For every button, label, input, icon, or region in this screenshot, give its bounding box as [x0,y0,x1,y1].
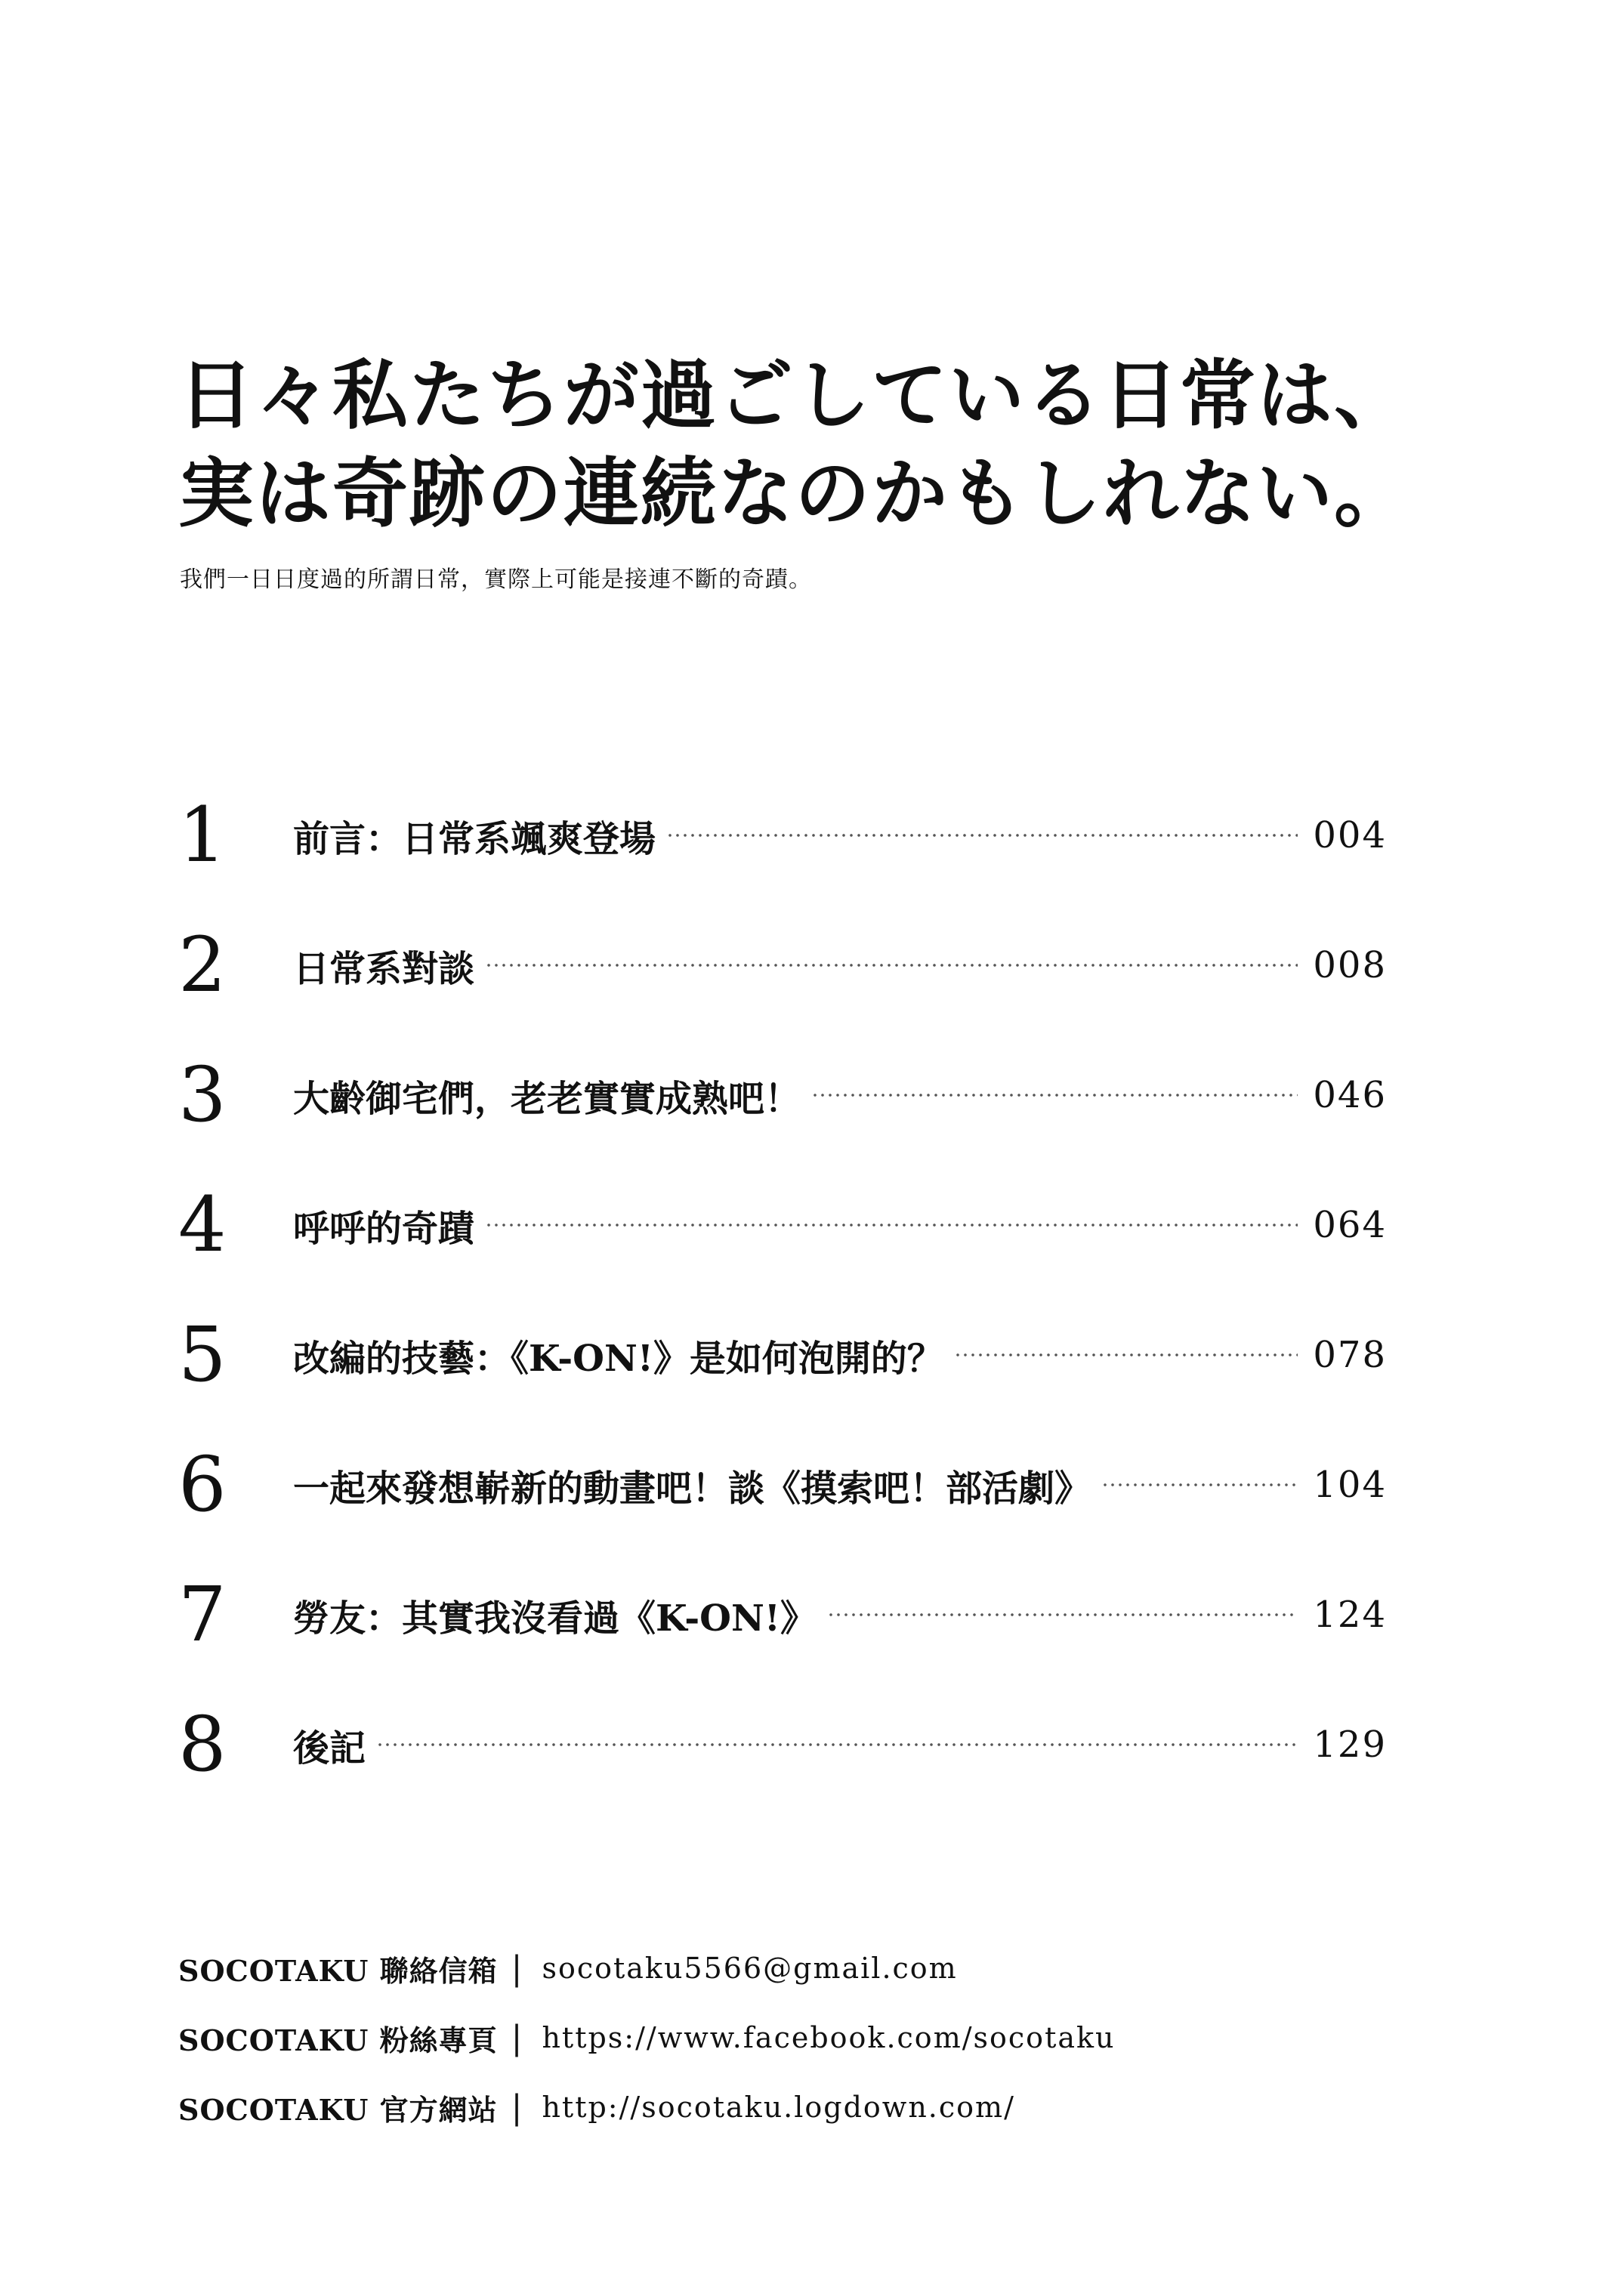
toc-dot-leader [1101,1479,1298,1491]
toc-page-number: 078 [1313,1334,1387,1376]
toc-dot-leader [376,1739,1298,1751]
toc-number: 6 [178,1440,227,1529]
toc-dot-leader [485,959,1298,971]
toc-page-number: 046 [1313,1074,1387,1116]
toc-row-3 [178,1030,1387,1160]
toc-number: 4 [178,1180,227,1269]
toc-dot-leader [666,829,1298,841]
contact-separator: | [511,1949,523,1988]
toc-number: 7 [178,1570,227,1659]
subtitle: 我們一日日度過的所謂日常，實際上可能是接連不斷的奇蹟。 [180,566,812,593]
toc-page-number: 064 [1313,1204,1387,1246]
toc-title: 日常系對談 [293,947,475,990]
toc-row-6 [178,1420,1387,1550]
toc-row-4 [178,1160,1387,1290]
toc-row-1 [178,770,1387,900]
contact-label: SOCOTAKU 官方網站 [178,2092,498,2127]
contact-email-link[interactable]: socotaku5566@gmail.com [542,1952,958,1985]
headline [178,346,1462,542]
toc-title: 改編的技藝：《K-ON!》是如何泡開的？ [293,1337,943,1380]
toc-page-number: 004 [1313,814,1387,856]
headline-line-2: 実は奇跡の連続なのかもしれない。 [178,449,1411,538]
contact-row-website [178,2072,1116,2142]
contact-website-link[interactable]: http://socotaku.logdown.com/ [542,2091,1015,2124]
toc-title: 後記 [293,1727,366,1770]
toc-number: 8 [178,1700,227,1788]
toc-dot-leader [811,1089,1298,1101]
toc-number: 5 [178,1310,227,1399]
toc-number: 2 [178,921,227,1009]
toc-number: 1 [178,791,227,879]
contact-facebook-link[interactable]: https://www.facebook.com/socotaku [542,2021,1116,2054]
toc-title: 勞友：其實我沒看過《K-ON!》 [293,1597,817,1640]
toc-page-number: 124 [1313,1594,1387,1636]
toc-dot-leader [954,1349,1298,1361]
toc-title: 一起來發想嶄新的動畫吧！談《摸索吧！部活劇》 [293,1467,1091,1510]
contact-row-email [178,1933,1116,2003]
toc-dot-leader [827,1609,1298,1621]
toc-number: 3 [178,1051,227,1139]
contact-separator: | [511,2088,523,2127]
toc-title: 前言：日常系颯爽登場 [293,817,656,860]
contact-label: SOCOTAKU 聯絡信箱 [178,1953,498,1988]
toc-row-8 [178,1680,1387,1810]
table-of-contents [178,770,1387,1810]
contact-label: SOCOTAKU 粉絲專頁 [178,2023,498,2057]
contact-separator: | [511,2018,523,2057]
contact-row-facebook [178,2003,1116,2072]
toc-page-number: 104 [1313,1464,1387,1506]
toc-title: 呼呼的奇蹟 [293,1207,475,1250]
headline-line-1: 日々私たちが過ごしている日常は、 [178,350,1411,440]
toc-dot-leader [485,1219,1298,1231]
contact-info [178,1933,1116,2142]
toc-title: 大齡御宅們，老老實實成熟吧！ [293,1077,801,1120]
toc-row-5 [178,1290,1387,1420]
toc-row-2 [178,900,1387,1030]
toc-page-number: 129 [1313,1724,1387,1766]
toc-page-number: 008 [1313,944,1387,986]
toc-row-7 [178,1550,1387,1680]
